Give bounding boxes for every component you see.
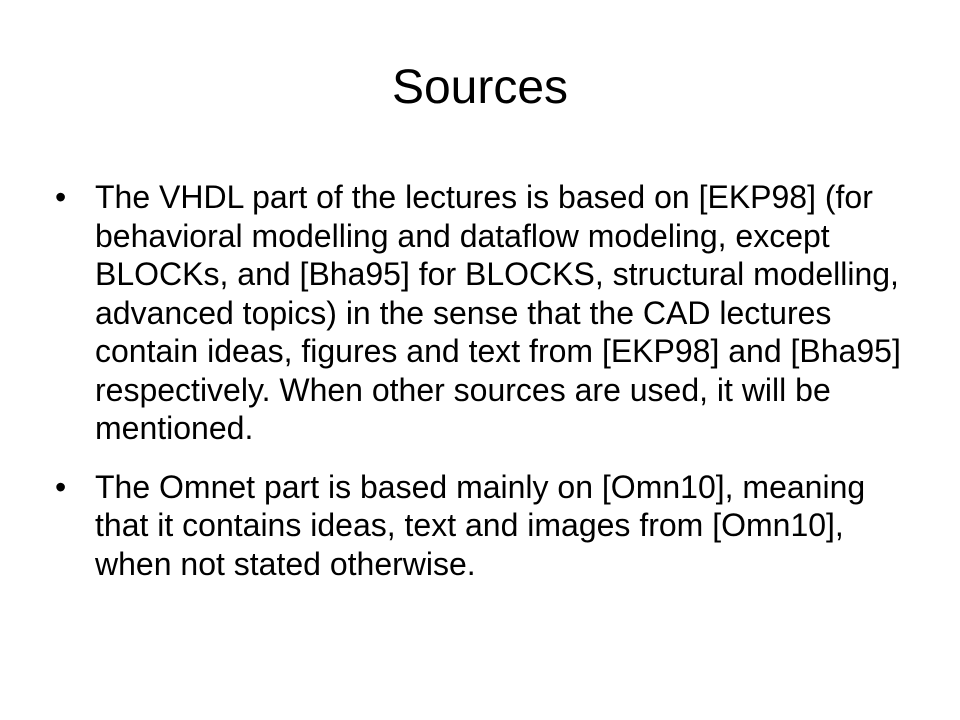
bullet-text: The VHDL part of the lectures is based on [EKP98] (for behavioral modelling and dataflow modeling, except BLOCKs, and [Bha95] for BLOCKS, structural modelling, advanced topics) in the sense that the CAD lectures contain ideas, figures and text from [EKP98] and [Bha95] respectively. When other sources are used, it will be mentioned.	[95, 179, 901, 446]
bullet-list	[55, 178, 915, 583]
slide-title: Sources	[391, 61, 569, 114]
bullet-icon: •	[55, 468, 67, 505]
bullet-item-vhdl	[55, 178, 915, 448]
bullet-item-omnet	[55, 468, 915, 584]
bullet-icon: •	[55, 179, 67, 215]
bullet-text: The Omnet part is based mainly on [Omn10], meaning that it contains ideas, text and images from [Omn10], when not stated otherwise.	[95, 468, 866, 582]
